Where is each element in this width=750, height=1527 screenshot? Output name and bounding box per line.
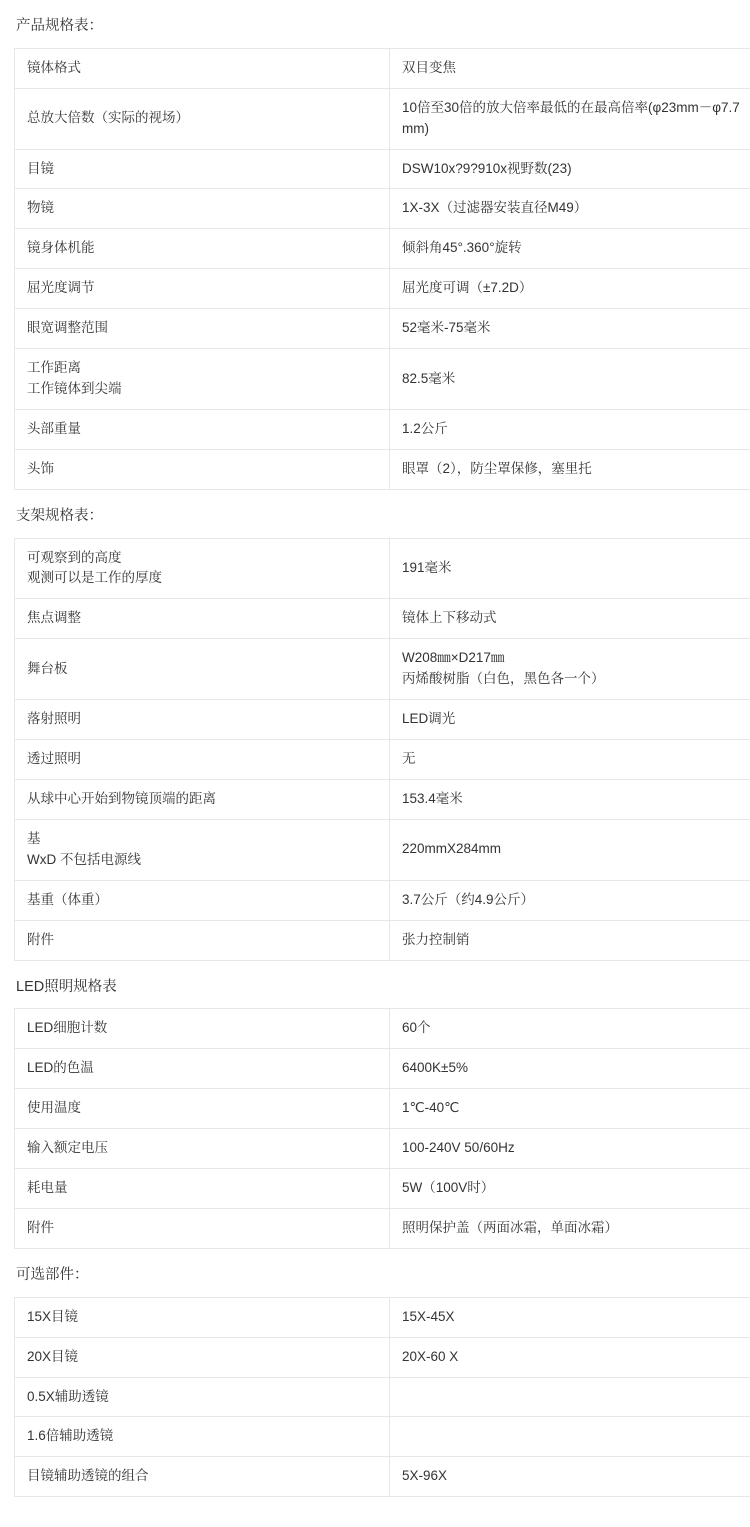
spec-label-line: 目镜辅助透镜的组合 bbox=[27, 1466, 379, 1487]
spec-label-line: 头饰 bbox=[27, 459, 379, 480]
spec-label-cell bbox=[15, 229, 390, 269]
spec-value-cell bbox=[390, 1457, 750, 1497]
spec-value-cell bbox=[390, 1089, 750, 1129]
spec-label-line: 1.6倍辅助透镜 bbox=[27, 1426, 379, 1447]
spec-value-line: 6400K±5% bbox=[402, 1058, 750, 1079]
spec-label-line: 屈光度调节 bbox=[27, 278, 379, 299]
table-row bbox=[15, 700, 750, 740]
spec-value-line: 1.2公斤 bbox=[402, 419, 750, 440]
spec-label-cell bbox=[15, 1417, 390, 1457]
spec-label-line: 镜体格式 bbox=[27, 58, 379, 79]
spec-value-cell bbox=[390, 1169, 750, 1209]
spec-label-cell bbox=[15, 48, 390, 88]
spec-label-line: 附件 bbox=[27, 930, 379, 951]
table-row bbox=[15, 599, 750, 639]
spec-label-line: 总放大倍数（实际的视场） bbox=[27, 108, 379, 129]
spec-label-cell bbox=[15, 1009, 390, 1049]
spec-value-line: 20X-60 X bbox=[402, 1347, 750, 1368]
spec-value-line: 无 bbox=[402, 749, 750, 770]
spec-value-cell bbox=[390, 1009, 750, 1049]
spec-value-cell bbox=[390, 189, 750, 229]
spec-label-line: 工作距离 bbox=[27, 358, 379, 379]
spec-label-cell bbox=[15, 409, 390, 449]
spec-value-line: 5W（100V时） bbox=[402, 1178, 750, 1199]
spec-label-line: 使用温度 bbox=[27, 1098, 379, 1119]
spec-value-line: LED调光 bbox=[402, 709, 750, 730]
spec-label-line: 从球中心开始到物镜顶端的距离 bbox=[27, 789, 379, 810]
spec-label-cell bbox=[15, 1337, 390, 1377]
spec-label-cell bbox=[15, 700, 390, 740]
spec-value-line: 张力控制销 bbox=[402, 930, 750, 951]
table-row bbox=[15, 1009, 750, 1049]
spec-label-cell bbox=[15, 1049, 390, 1089]
table-row bbox=[15, 740, 750, 780]
spec-label-cell bbox=[15, 309, 390, 349]
spec-value-cell bbox=[390, 819, 750, 880]
spec-label-line: 落射照明 bbox=[27, 709, 379, 730]
table-row bbox=[15, 349, 750, 410]
spec-sections bbox=[14, 16, 736, 1497]
table-row bbox=[15, 1417, 750, 1457]
spec-label-line: 20X目镜 bbox=[27, 1347, 379, 1368]
spec-label-line: 基 bbox=[27, 829, 379, 850]
table-row bbox=[15, 189, 750, 229]
spec-value-line: 丙烯酸树脂（白色，黑色各一个） bbox=[402, 669, 750, 690]
spec-label-line: 头部重量 bbox=[27, 419, 379, 440]
spec-label-line: WxD 不包括电源线 bbox=[27, 850, 379, 871]
table-row bbox=[15, 1297, 750, 1337]
table-row bbox=[15, 1049, 750, 1089]
table-row bbox=[15, 1169, 750, 1209]
table-row bbox=[15, 880, 750, 920]
table-row bbox=[15, 309, 750, 349]
spec-value-line: 屈光度可调（±7.2D） bbox=[402, 278, 750, 299]
table-row bbox=[15, 269, 750, 309]
spec-value-cell bbox=[390, 1049, 750, 1089]
table-row bbox=[15, 920, 750, 960]
spec-value-cell bbox=[390, 229, 750, 269]
spec-label-line: 舞台板 bbox=[27, 659, 379, 680]
table-row bbox=[15, 88, 750, 149]
spec-label-line: 输入额定电压 bbox=[27, 1138, 379, 1159]
table-row bbox=[15, 1208, 750, 1248]
spec-value-cell bbox=[390, 349, 750, 410]
spec-value-line: DSW10x?9?910x视野数(23) bbox=[402, 159, 750, 180]
table-row bbox=[15, 149, 750, 189]
spec-label-cell bbox=[15, 1129, 390, 1169]
spec-label-cell bbox=[15, 1457, 390, 1497]
spec-label-cell bbox=[15, 819, 390, 880]
spec-label-line: 工作镜体到尖端 bbox=[27, 379, 379, 400]
spec-table bbox=[14, 1008, 750, 1249]
spec-table bbox=[14, 538, 750, 961]
spec-value-line: 15X-45X bbox=[402, 1307, 750, 1328]
spec-table bbox=[14, 48, 750, 490]
spec-label-line: 基重（体重） bbox=[27, 890, 379, 911]
spec-value-line: 眼罩（2），防尘罩保修，塞里托 bbox=[402, 459, 750, 480]
table-row bbox=[15, 1457, 750, 1497]
spec-label-cell bbox=[15, 88, 390, 149]
spec-label-cell bbox=[15, 920, 390, 960]
table-row bbox=[15, 229, 750, 269]
spec-value-cell bbox=[390, 1297, 750, 1337]
spec-value-cell bbox=[390, 1337, 750, 1377]
spec-value-cell bbox=[390, 309, 750, 349]
spec-label-cell bbox=[15, 269, 390, 309]
spec-value-cell bbox=[390, 1208, 750, 1248]
table-row bbox=[15, 639, 750, 700]
spec-value-line: 82.5毫米 bbox=[402, 369, 750, 390]
spec-value-line: mm) bbox=[402, 119, 750, 140]
spec-value-line: 60个 bbox=[402, 1018, 750, 1039]
spec-label-line: 焦点调整 bbox=[27, 608, 379, 629]
table-row bbox=[15, 780, 750, 820]
spec-label-cell bbox=[15, 740, 390, 780]
spec-value-line: 153.4毫米 bbox=[402, 789, 750, 810]
spec-value-line: W208㎜×D217㎜ bbox=[402, 648, 750, 669]
spec-value-cell bbox=[390, 269, 750, 309]
spec-value-line: 5X-96X bbox=[402, 1466, 750, 1487]
spec-label-cell bbox=[15, 538, 390, 599]
spec-label-line: 附件 bbox=[27, 1218, 379, 1239]
spec-value-line: 1℃-40℃ bbox=[402, 1098, 750, 1119]
spec-label-cell bbox=[15, 639, 390, 700]
spec-label-cell bbox=[15, 1208, 390, 1248]
spec-label-line: 眼宽调整范围 bbox=[27, 318, 379, 339]
table-row bbox=[15, 1337, 750, 1377]
spec-label-cell bbox=[15, 1169, 390, 1209]
spec-value-cell bbox=[390, 639, 750, 700]
spec-value-cell bbox=[390, 48, 750, 88]
section-title: 产品规格表： bbox=[16, 16, 736, 38]
table-row bbox=[15, 538, 750, 599]
spec-value-line: 1X-3X（过滤器安装直径M49） bbox=[402, 198, 750, 219]
section-title: 支架规格表： bbox=[16, 506, 736, 528]
spec-value-line: 双目变焦 bbox=[402, 58, 750, 79]
spec-label-cell bbox=[15, 1297, 390, 1337]
spec-value-cell bbox=[390, 740, 750, 780]
spec-value-cell bbox=[390, 700, 750, 740]
table-row bbox=[15, 409, 750, 449]
spec-value-cell bbox=[390, 1417, 750, 1457]
table-row bbox=[15, 1129, 750, 1169]
spec-value-line: 照明保护盖（两面冰霜，单面冰霜） bbox=[402, 1218, 750, 1239]
spec-value-line: 52毫米-75毫米 bbox=[402, 318, 750, 339]
spec-value-cell bbox=[390, 599, 750, 639]
spec-label-line: 透过照明 bbox=[27, 749, 379, 770]
spec-label-cell bbox=[15, 880, 390, 920]
spec-label-cell bbox=[15, 149, 390, 189]
section-title: 可选部件： bbox=[16, 1265, 736, 1287]
table-row bbox=[15, 819, 750, 880]
spec-value-cell bbox=[390, 409, 750, 449]
spec-label-cell bbox=[15, 449, 390, 489]
spec-value-cell bbox=[390, 1129, 750, 1169]
spec-value-line: 100-240V 50/60Hz bbox=[402, 1138, 750, 1159]
spec-value-cell bbox=[390, 149, 750, 189]
table-row bbox=[15, 449, 750, 489]
spec-label-line: 镜身体机能 bbox=[27, 238, 379, 259]
spec-label-line: 耗电量 bbox=[27, 1178, 379, 1199]
spec-value-cell bbox=[390, 88, 750, 149]
spec-label-cell bbox=[15, 189, 390, 229]
spec-value-line: 镜体上下移动式 bbox=[402, 608, 750, 629]
spec-label-line: 观测可以是工作的厚度 bbox=[27, 568, 379, 589]
spec-value-line: 191毫米 bbox=[402, 558, 750, 579]
spec-label-line: 可观察到的高度 bbox=[27, 548, 379, 569]
spec-label-line: 15X目镜 bbox=[27, 1307, 379, 1328]
spec-value-cell bbox=[390, 449, 750, 489]
spec-value-cell bbox=[390, 538, 750, 599]
spec-value-line: 220mmX284mm bbox=[402, 839, 750, 860]
spec-label-line: LED细胞计数 bbox=[27, 1018, 379, 1039]
table-row bbox=[15, 1089, 750, 1129]
spec-label-line: 目镜 bbox=[27, 159, 379, 180]
spec-label-cell bbox=[15, 349, 390, 410]
spec-value-cell bbox=[390, 780, 750, 820]
spec-value-line: 3.7公斤（约4.9公斤） bbox=[402, 890, 750, 911]
spec-value-cell bbox=[390, 920, 750, 960]
spec-label-line: 物镜 bbox=[27, 198, 379, 219]
section-title: LED照明规格表 bbox=[16, 977, 736, 999]
spec-value-line: 10倍至30倍的放大倍率最低的在最高倍率(φ23mm－φ7.7 bbox=[402, 98, 750, 119]
spec-label-line: 0.5X辅助透镜 bbox=[27, 1387, 379, 1408]
spec-label-cell bbox=[15, 599, 390, 639]
spec-value-cell bbox=[390, 880, 750, 920]
spec-label-cell bbox=[15, 780, 390, 820]
table-row bbox=[15, 48, 750, 88]
spec-label-cell bbox=[15, 1089, 390, 1129]
spec-value-line: 倾斜角45°.360°旋转 bbox=[402, 238, 750, 259]
spec-label-line: LED的色温 bbox=[27, 1058, 379, 1079]
